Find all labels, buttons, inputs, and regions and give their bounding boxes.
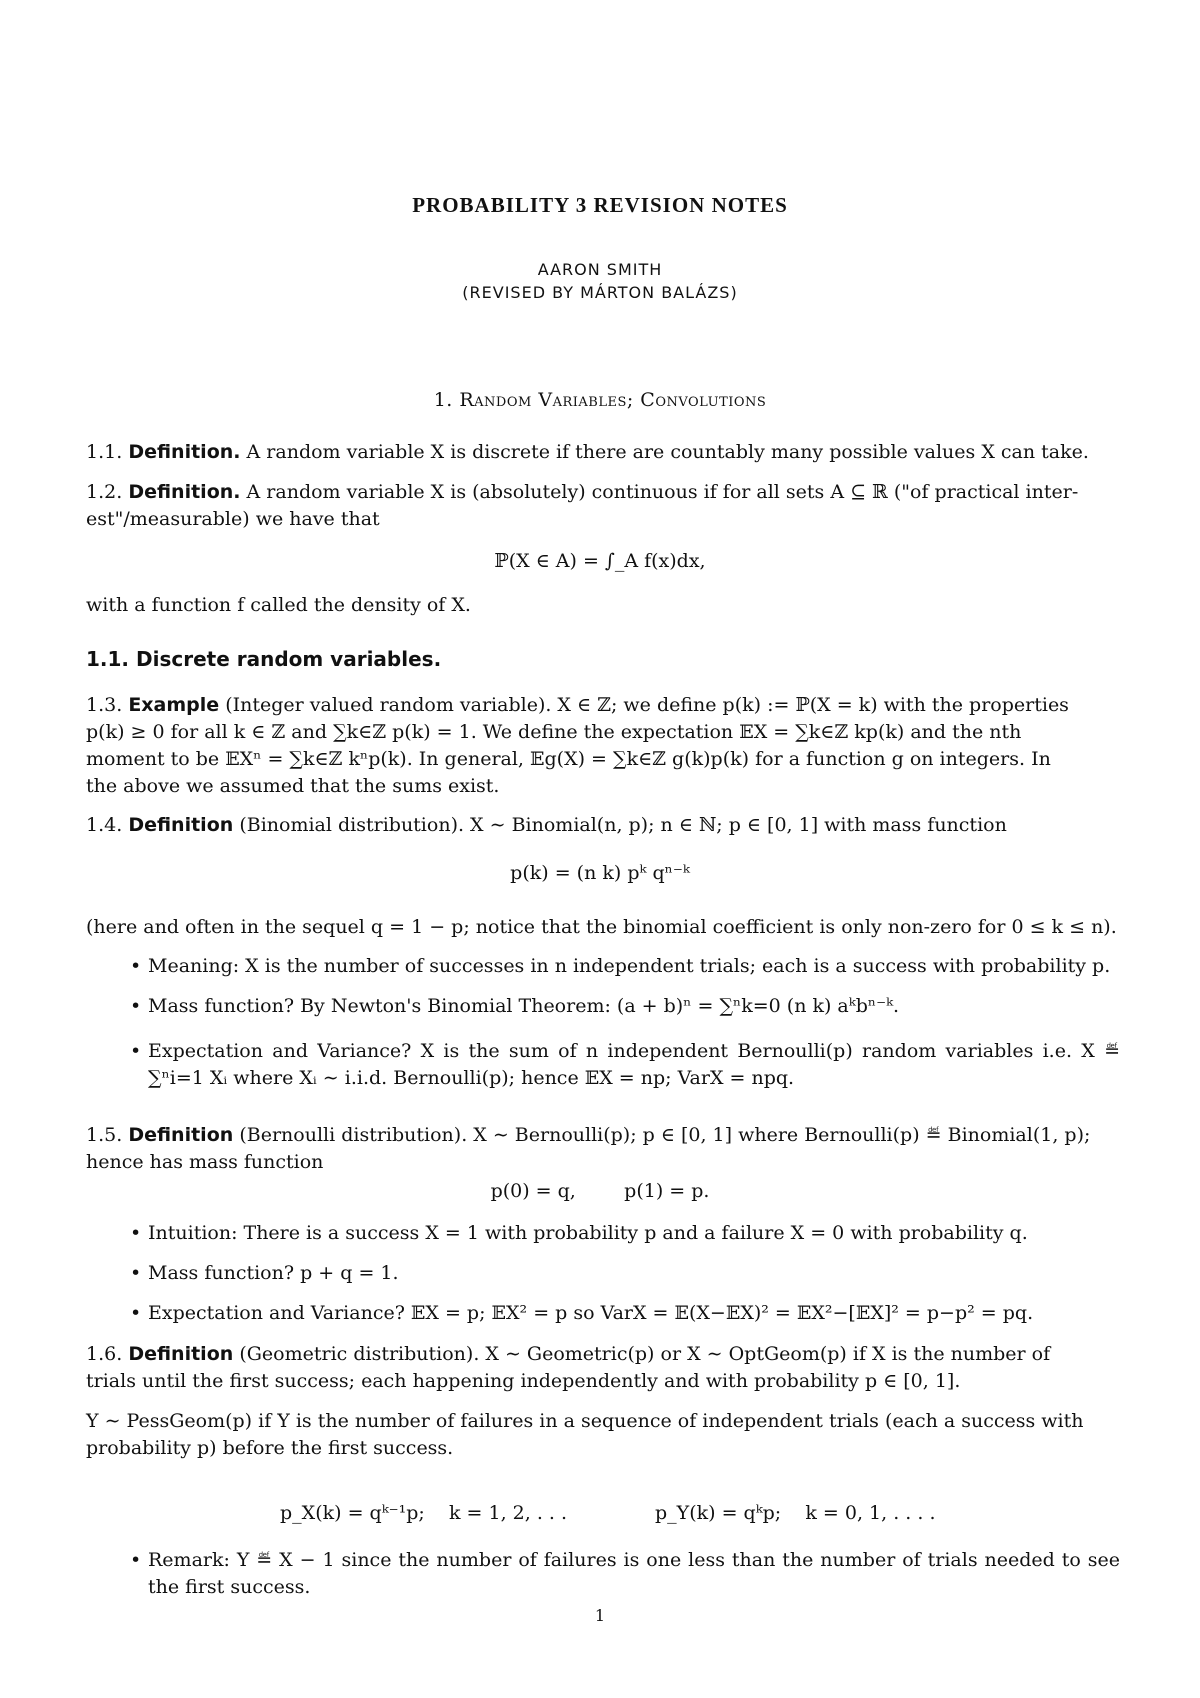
item-label: Definition	[128, 1343, 234, 1365]
item-text: (Binomial distribution). X ∼ Binomial(n, p); n ∈ ℕ; p ∈ [0, 1] with mass function	[239, 814, 1007, 836]
item-label: Definition	[128, 1124, 234, 1146]
formula-optgeom-mass: p_X(k) = qᵏ⁻¹p; k = 1, 2, . . .	[280, 1502, 568, 1524]
item-label: Definition.	[128, 481, 241, 503]
item-label: Example	[128, 694, 220, 716]
section-heading: 1. Random Variables; Convolutions	[433, 389, 767, 411]
definition-1-6	[86, 1341, 1120, 1368]
bernoulli-bullet-list	[148, 1220, 1120, 1327]
list-item: • Expectation and Variance? 𝔼X = p; 𝔼X² = p so VarX = 𝔼(X−𝔼X)² = 𝔼X²−[𝔼X]² = p−p² = pq.	[148, 1300, 1120, 1327]
definition-1-6-line2: trials until the first success; each happening independently and with probability p ∈ [0, 1].	[86, 1370, 961, 1392]
item-text: (Geometric distribution). X ∼ Geometric(p) or X ∼ OptGeom(p) if X is the number of	[239, 1343, 1051, 1365]
formula-density: ℙ(X ∈ A) = ∫_A f(x)dx,	[494, 550, 706, 572]
reviser-name: (REVISED BY MÁRTON BALÁZS)	[462, 283, 738, 302]
list-item: • Meaning: X is the number of successes in n independent trials; each is a success with probability p.	[148, 953, 1120, 980]
list-item: • Remark: Y ≝ X − 1 since the number of failures is one less than the number of trials needed to see the first success.	[148, 1547, 1120, 1601]
list-item: • Mass function? By Newton's Binomial Theorem: (a + b)ⁿ = ∑ⁿk=0 (n k) aᵏbⁿ⁻ᵏ.	[148, 993, 1120, 1020]
definition-1-5-line2: hence has mass function	[86, 1151, 324, 1173]
item-text: (Integer valued random variable). X ∈ ℤ; we define p(k) := ℙ(X = k) with the properties	[225, 694, 1069, 716]
definition-1-4-after: (here and often in the sequel q = 1 − p; notice that the binomial coefficient is only non-zero for 0 ≤ k ≤ n).	[86, 916, 1117, 938]
item-text: (Bernoulli distribution). X ∼ Bernoulli(p); p ∈ [0, 1] where Bernoulli(p) ≝ Binomial(1, p);	[239, 1124, 1091, 1146]
item-text: A random variable X is (absolutely) continuous if for all sets A ⊆ ℝ ("of practical inter-	[246, 481, 1079, 503]
page-title: PROBABILITY 3 REVISION NOTES	[412, 193, 788, 217]
example-1-3-line3: moment to be 𝔼Xⁿ = ∑k∈ℤ kⁿp(k). In general, 𝔼g(X) = ∑k∈ℤ g(k)p(k) for a function g on integers. In	[86, 748, 1051, 770]
definition-1-6-para2-line2: probability p) before the first success.	[86, 1437, 454, 1459]
page-number: 1	[594, 1606, 606, 1625]
item-text: A random variable X is discrete if there are countably many possible values X can take.	[246, 441, 1089, 463]
definition-1-5	[86, 1122, 1120, 1149]
definition-1-2-after: with a function f called the density of X.	[86, 594, 471, 616]
list-item: • Intuition: There is a success X = 1 with probability p and a failure X = 0 with probability q.	[148, 1220, 1120, 1247]
definition-1-6-para2-line1: Y ∼ PessGeom(p) if Y is the number of failures in a sequence of independent trials (each a success with	[86, 1410, 1084, 1432]
item-number: 1.1.	[86, 441, 123, 463]
example-1-3-line4: the above we assumed that the sums exist.	[86, 775, 500, 797]
item-number: 1.4.	[86, 814, 123, 836]
formula-bernoulli-mass: p(0) = q, p(1) = p.	[490, 1180, 710, 1202]
formula-pessgeom-mass: p_Y(k) = qᵏp; k = 0, 1, . . . .	[655, 1502, 936, 1524]
definition-1-4	[86, 812, 1120, 839]
item-number: 1.5.	[86, 1124, 123, 1146]
definition-1-2-line2: est"/measurable) we have that	[86, 508, 380, 530]
item-number: 1.6.	[86, 1343, 123, 1365]
geometric-bullet-list	[148, 1547, 1120, 1601]
list-item: • Expectation and Variance? X is the sum of n independent Bernoulli(p) random variables i.e. X ≝ ∑ⁿi=1 Xᵢ where Xᵢ ∼ i.i.d. Bernoulli(p); hence 𝔼X = np; VarX = npq.	[148, 1038, 1120, 1092]
binomial-bullet-list	[148, 953, 1120, 1092]
formula-binomial-mass: p(k) = (n k) pᵏ qⁿ⁻ᵏ	[510, 862, 690, 884]
item-label: Definition	[128, 814, 234, 836]
list-item: • Mass function? p + q = 1.	[148, 1260, 1120, 1287]
example-1-3	[86, 692, 1120, 719]
subsection-heading: 1.1. Discrete random variables.	[86, 647, 442, 671]
definition-1-1	[86, 439, 1120, 466]
definition-1-2	[86, 479, 1120, 506]
item-number: 1.3.	[86, 694, 123, 716]
item-label: Definition.	[128, 441, 241, 463]
author-name: AARON SMITH	[537, 260, 663, 279]
example-1-3-line2: p(k) ≥ 0 for all k ∈ ℤ and ∑k∈ℤ p(k) = 1. We define the expectation 𝔼X = ∑k∈ℤ kp(k) and the nth	[86, 721, 1022, 743]
item-number: 1.2.	[86, 481, 123, 503]
